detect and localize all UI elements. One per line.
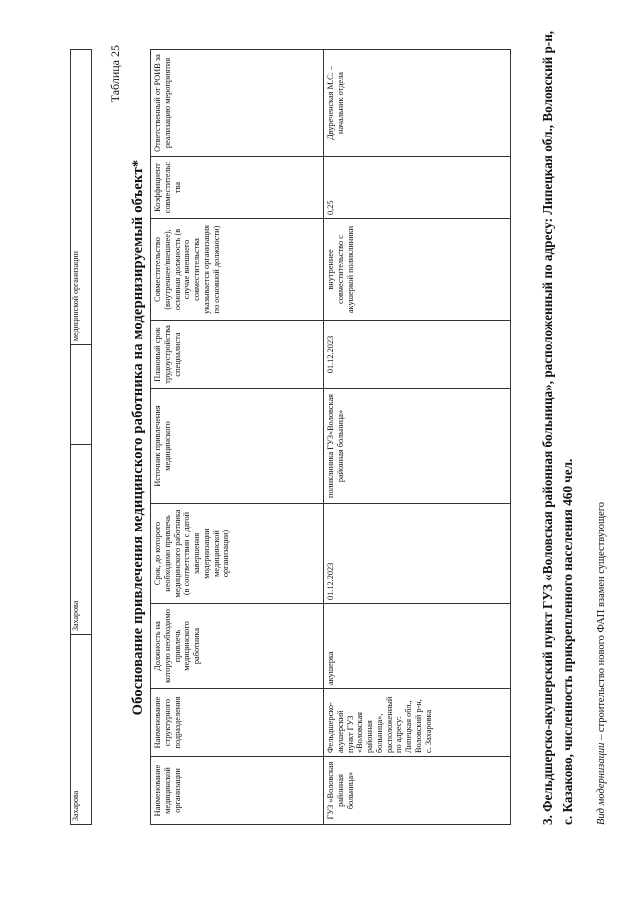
- modernization-value: – строительство нового ФАП взамен существующего: [596, 501, 607, 743]
- header-cell: Совместительство (внутреннее/внешнее), основная должность (в случае внешнего совместительства указывается организация по основной должности): [151, 219, 324, 321]
- table-cell: внутреннее совместительство с акушеркой поликлиники: [324, 219, 511, 321]
- section-heading: 3. Фельдшерско-акушерский пункт ГУЗ «Воловская районная больница», расположенный по адресу: Липецкая обл., Воловский р-н, с. Казаково, численность прикрепленного населения 460 чел.: [540, 30, 576, 825]
- header-cell: Срок, до которого необходимо привлечь медицинского работника (в соответствии с датой завершения модернизации медицинской организации): [151, 504, 324, 604]
- modernization-label: Вид модернизации: [596, 742, 607, 825]
- table-cell: ГУЗ «Воловская районная больница»: [324, 757, 511, 825]
- table-cell: поликлиника ГУЗ«Воловская районная больница»: [324, 389, 511, 504]
- fragment-cell: медицинской организации: [71, 50, 92, 345]
- table-header-row: [151, 50, 324, 825]
- header-cell: Наименование структурного подразделения: [151, 689, 324, 757]
- table-number: Таблица 25: [108, 45, 122, 103]
- header-cell: Коэффициент совместительства: [151, 157, 324, 219]
- previous-table-fragment: [70, 49, 92, 825]
- fragment-cell: Захарова: [71, 635, 92, 825]
- personnel-table: [150, 49, 511, 825]
- fragment-cell: Захарова: [71, 445, 92, 635]
- header-cell: Плановый срок трудоустройства специалиста: [151, 321, 324, 389]
- header-cell: Источник привлечения медицинского: [151, 389, 324, 504]
- header-cell: Должность на которую необходимо привлечь медицинского работника: [151, 604, 324, 689]
- table-row: [324, 50, 511, 825]
- table-cell: 01.12.2023: [324, 321, 511, 389]
- fragment-cell: [71, 345, 92, 445]
- table-cell: акушерка: [324, 604, 511, 689]
- header-cell: Наименование медицинской организации: [151, 757, 324, 825]
- table-title: Обоснование привлечения медицинского работника на модернизируемый объект*: [130, 159, 146, 716]
- header-cell: Ответственный от РОИВ за реализацию мероприятия: [151, 50, 324, 157]
- table-cell: Двуреченская М.С. – начальник отдела: [324, 50, 511, 157]
- table-cell: 01.12.2023: [324, 504, 511, 604]
- table-cell: Фельдшерско-акушерский пункт ГУЗ «Воловская районная больница», расположенный по адресу: Липецкая обл., Воловский р-н, с. Захаровка: [324, 689, 511, 757]
- modernization-note: [596, 45, 607, 825]
- table-cell: 0,25: [324, 157, 511, 219]
